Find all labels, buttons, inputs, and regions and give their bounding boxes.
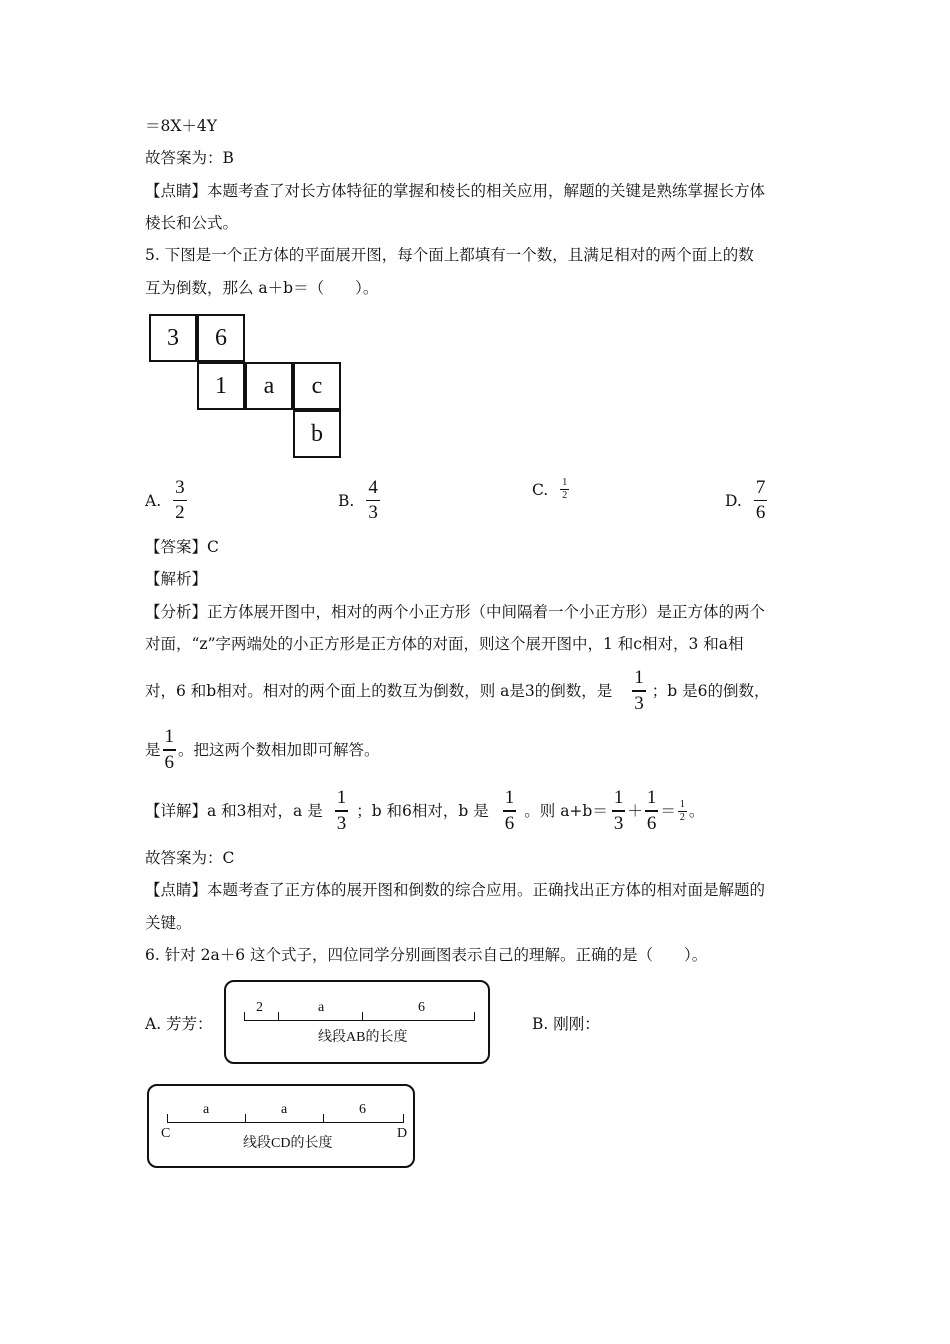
text-line: 【点睛】本题考查了正方体的展开图和倒数的综合应用。正确找出正方体的相对面是解题的	[145, 881, 766, 899]
segment-tick	[278, 1012, 279, 1021]
numerator: 4	[368, 477, 378, 498]
segment-tick	[245, 1114, 246, 1123]
net-cell: a	[245, 362, 293, 410]
numerator: 1	[634, 667, 644, 689]
denominator: 3	[368, 502, 378, 524]
text-segment: 【详解】a 和3相对，a 是	[145, 802, 323, 820]
segment-label: 6	[418, 1000, 425, 1015]
numerator: 1	[646, 787, 657, 809]
endpoint-label: D	[397, 1126, 408, 1141]
text-line: 互为倒数，那么 a＋b＝（ ）。	[145, 279, 379, 297]
text-segment: 。则 a+b＝	[524, 802, 608, 820]
segment-label: a	[281, 1102, 288, 1117]
option-d	[725, 478, 773, 523]
segment-line	[167, 1122, 403, 1123]
option-label: A.	[145, 491, 162, 510]
cube-net-figure	[149, 314, 349, 464]
text-line: 关键。	[145, 914, 192, 932]
text-line: 【分析】正方体展开图中，相对的两个小正方形（中间隔着一个小正方形）是正方体的两个	[145, 603, 766, 621]
net-cell: 3	[149, 314, 197, 362]
denominator: 2	[175, 502, 185, 524]
segment-tick	[323, 1114, 324, 1123]
diagram-caption: 线段CD的长度	[243, 1136, 333, 1151]
denominator: 6	[164, 751, 175, 773]
text-line	[145, 727, 380, 773]
segment-label: a	[203, 1102, 210, 1117]
text-segment: ；b 是6的倒数，	[651, 682, 770, 700]
option-b-label: B. 刚刚：	[532, 1015, 600, 1033]
text-segment: 是	[145, 741, 161, 759]
answer-line: 【答案】C	[145, 538, 219, 556]
segment-label: 6	[359, 1102, 366, 1117]
segment-tick	[167, 1114, 168, 1123]
option-label: D.	[725, 491, 742, 510]
analysis-heading: 【解析】	[145, 570, 208, 588]
numerator: 1	[679, 798, 685, 810]
question-6: 6. 针对 2a＋6 这个式子，四位同学分别画图表示自己的理解。正确的是（ ）。	[145, 946, 708, 964]
numerator: 7	[755, 477, 766, 498]
segment-tick	[244, 1012, 245, 1021]
text-segment: ；b 和6相对，b 是	[356, 802, 489, 820]
segment-tick	[403, 1114, 404, 1123]
text-segment: ＋	[627, 802, 643, 820]
net-cell: c	[293, 362, 341, 410]
text-segment: ＝	[660, 802, 676, 820]
diagram-ganggang	[147, 1084, 415, 1168]
option-label: B.	[338, 491, 355, 510]
option-a-label: A. 芳芳：	[145, 1015, 213, 1033]
text-line: ＝8X＋4Y	[145, 117, 217, 135]
denominator: 2	[562, 490, 568, 501]
text-line: 【点睛】本题考查了对长方体特征的掌握和棱长的相关应用，解题的关键是熟练掌握长方体	[145, 182, 766, 200]
denominator: 6	[755, 502, 766, 524]
numerator: 1	[562, 477, 568, 488]
text-segment: 。	[688, 802, 705, 820]
numerator: 1	[336, 787, 347, 809]
segment-label: 2	[256, 1000, 263, 1015]
text-segment: 。把这两个数相加即可解答。	[178, 741, 380, 759]
segment-label: a	[318, 1000, 325, 1015]
numerator: 1	[164, 726, 175, 748]
option-label: C.	[532, 480, 549, 499]
numerator: 1	[504, 787, 515, 809]
text-line	[145, 668, 769, 714]
option-c	[532, 478, 575, 501]
segment-tick	[362, 1012, 363, 1021]
text-line: 棱长和公式。	[145, 214, 239, 232]
numerator: 1	[613, 787, 624, 809]
denominator: 3	[613, 812, 624, 834]
option-b	[338, 478, 386, 523]
diagram-fangfang	[224, 980, 490, 1064]
denominator: 3	[336, 812, 347, 834]
option-a	[145, 478, 193, 523]
denominator: 3	[634, 692, 644, 714]
segment-tick	[474, 1012, 475, 1021]
text-line: 故答案为：C	[145, 849, 235, 867]
denominator: 6	[646, 812, 657, 834]
numerator: 3	[175, 477, 185, 498]
denominator: 2	[679, 811, 685, 823]
text-line: 对面，“z”字两端处的小正方形是正方体的对面，则这个展开图中，1 和c相对，3 和a相	[145, 635, 744, 653]
text-segment: 对，6 和b相对。相对的两个面上的数互为倒数，则 a是3的倒数，是	[145, 682, 613, 700]
denominator: 6	[504, 812, 515, 834]
diagram-caption: 线段AB的长度	[318, 1030, 408, 1045]
net-cell: 6	[197, 314, 245, 362]
net-cell: 1	[197, 362, 245, 410]
endpoint-label: C	[161, 1126, 171, 1141]
detail-line	[145, 788, 704, 834]
text-line: 故答案为：B	[145, 149, 234, 167]
question-5: 5. 下图是一个正方体的平面展开图，每个面上都填有一个数，且满足相对的两个面上的数	[145, 246, 754, 264]
net-cell: b	[293, 410, 341, 458]
